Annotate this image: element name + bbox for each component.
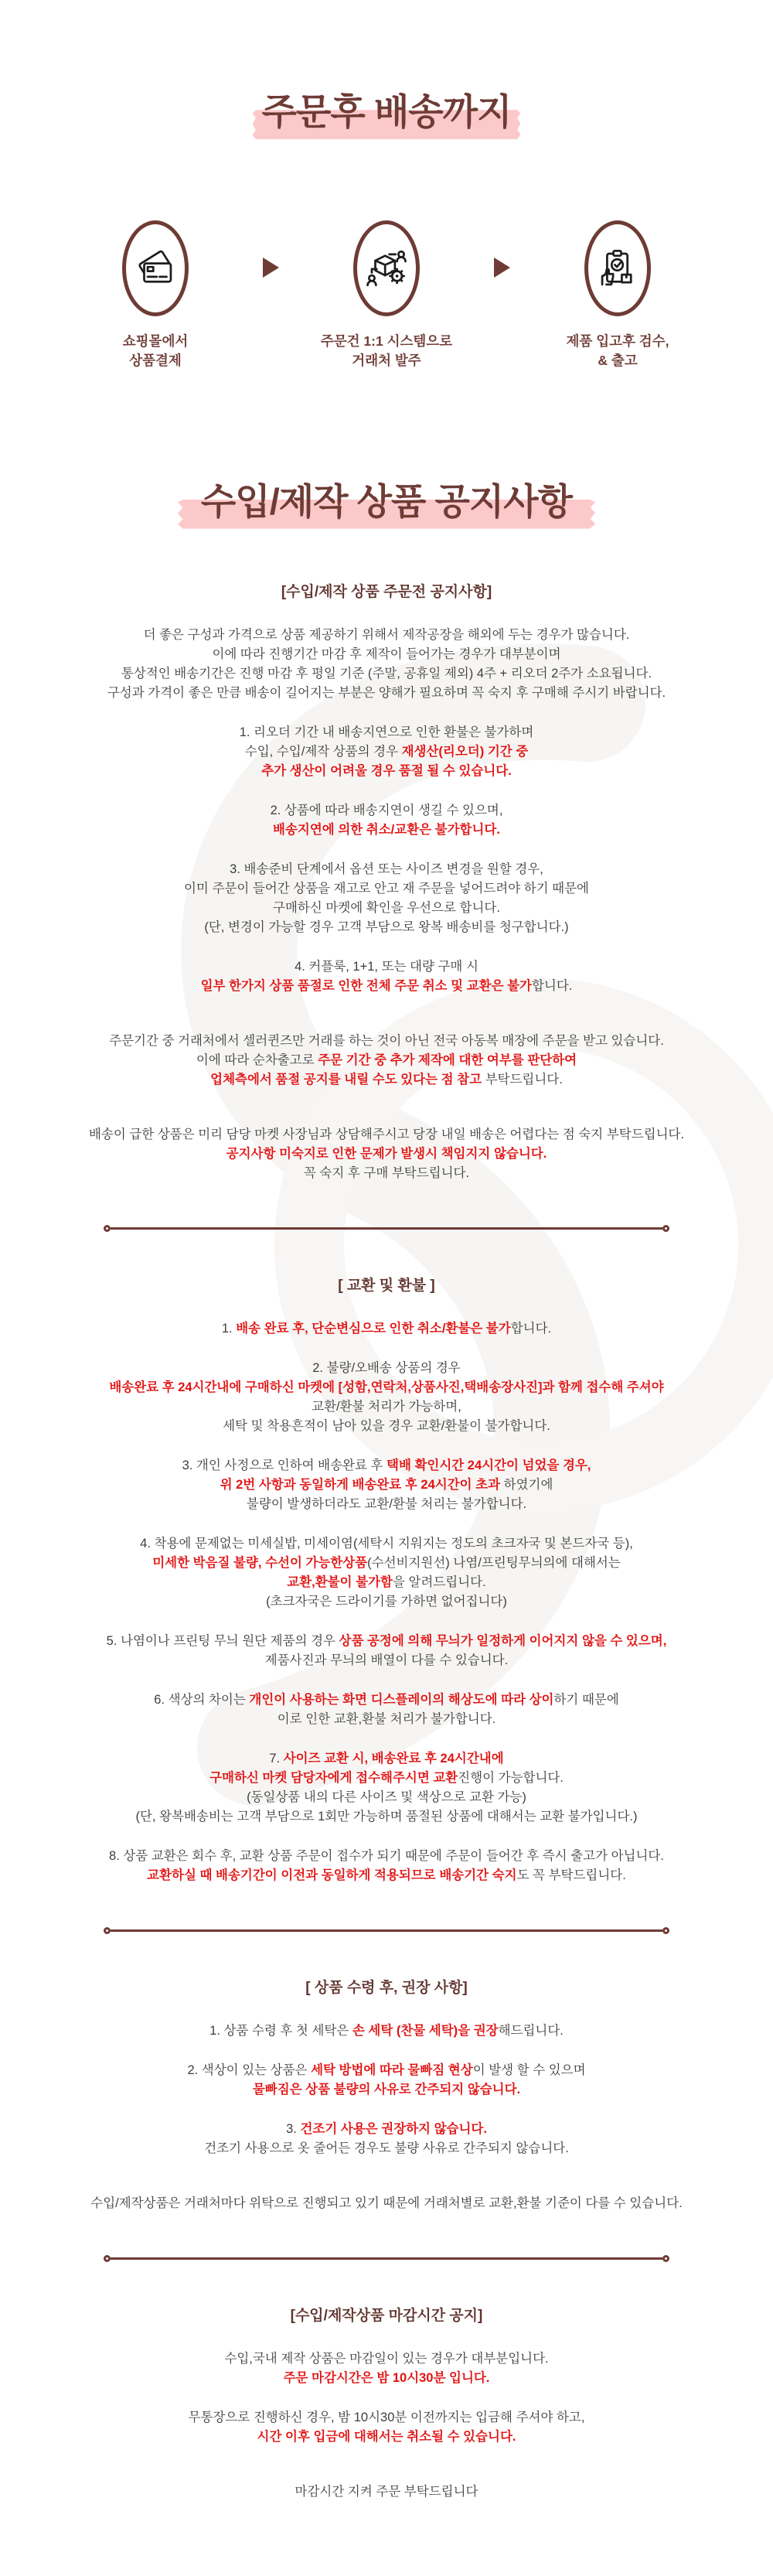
text-segment: 위 2번 사항과 동일하게 배송완료 후 24시간이 초과 — [220, 1478, 501, 1493]
section-heading: [ 상품 수령 후, 권장 사항] — [305, 1980, 468, 1997]
text-line — [0, 879, 773, 899]
paragraph — [0, 723, 773, 781]
text-segment: 2. 색상이 있는 상품은 — [187, 2063, 312, 2078]
divider-end-ring — [662, 2255, 669, 2262]
text-line — [0, 2022, 773, 2041]
text-line — [0, 2061, 773, 2080]
text-segment: 3. — [286, 2122, 301, 2137]
paragraph — [0, 1359, 773, 1436]
text-segment: 무통장으로 진행하신 경우, 밤 10시30분 이전까지는 입금해 주셔야 하고, — [188, 2411, 585, 2425]
notice-title-text: 수입/제작 상품 공지사항 — [200, 480, 573, 522]
text-line — [0, 1417, 773, 1436]
text-segment: 건조기 사용은 권장하지 않습니다. — [300, 2122, 487, 2137]
text-segment: (수선비지원선) 나염/프린팅무늬의에 대해서는 — [367, 1556, 621, 1571]
paragraph — [0, 1032, 773, 1090]
text-segment: 교환,환불이 불가함 — [287, 1575, 393, 1590]
text-line — [0, 1397, 773, 1417]
text-segment: 불량이 발생하더라도 교환/환불 처리는 불가합니다. — [246, 1497, 527, 1512]
divider-end-ring — [104, 2255, 111, 2262]
paragraph — [0, 2482, 773, 2502]
text-line — [0, 1788, 773, 1807]
inspection-shipping-icon — [595, 246, 640, 291]
text-segment: 해드립니다. — [498, 2024, 564, 2039]
text-segment: 을 알려드립니다. — [392, 1575, 486, 1590]
paragraph — [0, 957, 773, 996]
text-line — [0, 626, 773, 645]
text-line — [0, 1359, 773, 1378]
text-line — [0, 1632, 773, 1651]
text-segment: 이에 따라 진행기간 마감 후 제작이 들어가는 경우가 대부분이며 — [212, 647, 561, 662]
paragraph — [0, 1847, 773, 1885]
text-line — [0, 1051, 773, 1070]
page-title-text: 주문후 배송까지 — [261, 91, 512, 133]
text-line — [0, 1125, 773, 1145]
section-divider — [104, 1927, 669, 1934]
text-segment: 교환하실 때 배송기간이 이전과 동일하게 적용되므로 배송기간 숙지 — [147, 1868, 517, 1883]
text-segment: 8. 상품 교환은 회수 후, 교환 상품 주문이 접수가 되기 때문에 주문이 들어간 후 즉시 출고가 아닙니다. — [109, 1849, 664, 1864]
text-line — [0, 1847, 773, 1866]
notice-title — [201, 482, 572, 522]
paragraph — [0, 801, 773, 840]
text-segment: 주문기간 중 거래처에서 셀러퀸즈만 거래를 하는 것이 아닌 전국 아동복 매장에 주문을 받고 있습니다. — [109, 1034, 664, 1049]
paragraph — [0, 626, 773, 703]
text-line — [0, 2120, 773, 2139]
paragraph — [0, 2022, 773, 2041]
text-segment: 더 좋은 구성과 가격으로 상품 제공하기 위해서 제작공장을 해외에 두는 경우가 많습니다. — [143, 628, 630, 643]
text-segment: 주문 기간 중 추가 제작에 대한 여부를 판단하여 — [318, 1053, 577, 1068]
text-line — [0, 762, 773, 781]
divider-line — [111, 2257, 662, 2260]
divider-line — [111, 1227, 662, 1230]
text-segment: 손 세탁 (찬물 세탁)을 권장 — [352, 2024, 499, 2039]
text-line — [0, 664, 773, 684]
paragraph — [0, 2408, 773, 2447]
step-label-line: & 출고 — [598, 353, 638, 369]
text-segment: 배송 완료 후, 단순변심으로 인한 취소/환불은 불가 — [236, 1322, 511, 1336]
text-segment: 5. 나염이나 프린팅 무늬 원단 제품의 경우 — [106, 1634, 339, 1649]
text-line — [0, 1456, 773, 1476]
text-segment: 교환/환불 처리가 가능하며, — [312, 1400, 461, 1414]
text-segment: 사이즈 교환 시, 배송완료 후 24시간내에 — [283, 1752, 504, 1766]
section-divider — [104, 1225, 669, 1232]
text-line — [0, 1032, 773, 1051]
step-label-line: 제품 입고후 검수, — [566, 333, 669, 349]
paragraph — [0, 1319, 773, 1339]
text-segment: 꼭 숙지 후 구매 부탁드립니다. — [303, 1166, 470, 1181]
text-line — [0, 2139, 773, 2158]
text-line — [0, 1769, 773, 1788]
paragraph — [0, 1632, 773, 1670]
divider-end-ring — [104, 1927, 111, 1934]
text-line — [0, 2369, 773, 2388]
text-line — [0, 1495, 773, 1514]
step-label — [567, 332, 669, 371]
order-system-icon — [364, 246, 409, 291]
section-heading: [수입/제작 상품 주문전 공지사항] — [281, 584, 492, 601]
text-line — [0, 1476, 773, 1495]
text-segment: 통상적인 배송기간은 진행 마감 후 평일 기준 (주말, 공휴일 제외) 4주 + 리오더 2주가 소요됩니다. — [121, 667, 652, 681]
text-segment: 하기 때문에 — [553, 1693, 619, 1708]
text-line — [0, 801, 773, 821]
step-label-line: 상품결제 — [129, 353, 182, 369]
text-segment: 개인이 사용하는 화면 디스플레이의 해상도에 따라 상이 — [249, 1693, 554, 1708]
text-segment: 세탁 방법에 따라 물빠짐 현상 — [311, 2063, 473, 2078]
section-heading: [ 교환 및 환불 ] — [338, 1278, 435, 1295]
page-title — [262, 92, 512, 132]
text-segment: 2. 상품에 따라 배송지연이 생길 수 있으며, — [270, 804, 503, 818]
text-segment: 공지사항 미숙지로 인한 문제가 발생시 책임지지 않습니다. — [226, 1147, 547, 1162]
process-steps — [0, 220, 773, 371]
text-line — [0, 1534, 773, 1554]
paragraph — [0, 1456, 773, 1514]
divider-end-ring — [662, 1927, 669, 1934]
paragraph — [0, 1691, 773, 1729]
text-segment: 1. — [221, 1322, 237, 1336]
credit-card-icon — [133, 246, 178, 291]
text-segment: 물빠짐은 상품 불량의 사유로 간주되지 않습니다. — [252, 2083, 521, 2097]
text-segment: 3. 개인 사정으로 인하여 배송완료 후 — [182, 1459, 386, 1473]
text-segment: 미세한 박음질 불량, 수선이 가능한상품 — [152, 1556, 368, 1571]
paragraph — [0, 1749, 773, 1827]
text-segment: 이 발생 할 수 있으며 — [472, 2063, 586, 2078]
text-line — [0, 1319, 773, 1339]
paragraph — [0, 860, 773, 937]
text-segment: 수입,국내 제작 상품은 마감일이 있는 경우가 대부분입니다. — [224, 2352, 549, 2366]
notice-title-wrap — [0, 457, 773, 546]
divider-line — [111, 1929, 662, 1932]
text-segment: 추가 생산이 어려울 경우 품절 될 수 있습니다. — [261, 764, 512, 779]
text-line — [0, 899, 773, 918]
text-line — [0, 1592, 773, 1612]
text-segment: 7. — [269, 1752, 284, 1766]
text-line — [0, 2194, 773, 2213]
step-label — [321, 332, 452, 371]
arrow-right-icon — [263, 258, 279, 278]
step-circle — [353, 220, 420, 316]
text-line — [0, 1070, 773, 1090]
text-line — [0, 977, 773, 996]
paragraph — [0, 2194, 773, 2213]
text-segment: 건조기 사용으로 옷 줄어든 경우도 불량 사유로 간주되지 않습니다. — [204, 2141, 569, 2156]
paragraph — [0, 2061, 773, 2100]
section-heading: [수입/제작상품 마감시간 공지] — [290, 2308, 483, 2325]
text-segment: 6. 색상의 차이는 — [154, 1693, 250, 1708]
text-line — [0, 1378, 773, 1397]
text-segment: 합니다. — [510, 1322, 552, 1336]
text-segment: 상품 공정에 의해 무늬가 일정하게 이어지지 않을 수 있으며, — [339, 1634, 667, 1649]
text-segment: 진행이 가능합니다. — [458, 1771, 564, 1786]
process-step-order-system — [302, 220, 471, 371]
step-circle — [584, 220, 651, 316]
text-line — [0, 860, 773, 879]
text-segment: 이미 주문이 들어간 상품을 재고로 안고 재 주문을 넣어드려야 하기 때문에 — [183, 882, 589, 896]
text-segment: 도 꼭 부탁드립니다. — [516, 1868, 626, 1883]
text-segment: 1. 리오더 기간 내 배송지연으로 인한 환불은 불가하며 — [239, 725, 534, 740]
text-line — [0, 1573, 773, 1592]
text-line — [0, 2482, 773, 2502]
text-line — [0, 957, 773, 977]
text-segment: 2. 불량/오배송 상품의 경우 — [312, 1361, 461, 1376]
notice-body — [0, 580, 773, 2576]
divider-end-ring — [662, 1225, 669, 1232]
process-step-payment — [71, 220, 240, 371]
text-line — [0, 1554, 773, 1573]
step-label — [123, 332, 189, 371]
text-line — [0, 742, 773, 762]
text-segment: 이로 인한 교환,환불 처리가 불가합니다. — [277, 1712, 496, 1727]
text-line — [0, 1749, 773, 1769]
text-line — [0, 1691, 773, 1710]
text-line — [0, 1651, 773, 1670]
text-segment: (동일상품 내의 다른 사이즈 및 색상으로 교환 가능) — [247, 1790, 526, 1805]
text-segment: 제품사진과 무늬의 배열이 다를 수 있습니다. — [264, 1653, 509, 1668]
text-line — [0, 1866, 773, 1885]
text-segment: 부탁드립니다. — [482, 1073, 563, 1087]
text-line — [0, 2080, 773, 2100]
text-segment: 배송지연에 의한 취소/교환은 불가합니다. — [273, 823, 500, 838]
text-segment: 재생산(리오더) 기간 중 — [401, 745, 529, 759]
text-segment: 4. 커플룩, 1+1, 또는 대량 구매 시 — [295, 960, 478, 974]
text-segment: 일부 한가지 상품 품절로 인한 전체 주문 취소 및 교환은 불가 — [200, 979, 532, 994]
step-label-line: 주문건 1:1 시스템으로 — [320, 333, 453, 349]
text-segment: 수입, 수입/제작 상품의 경우 — [244, 745, 402, 759]
text-line — [0, 918, 773, 937]
text-segment: 구성과 가격이 좋은 만큼 배송이 길어지는 부분은 양해가 필요하며 꼭 숙지 후 구매해 주시기 바랍니다. — [107, 686, 666, 701]
text-line — [0, 2408, 773, 2428]
divider-end-ring — [104, 1225, 111, 1232]
text-segment: (단, 왕복배송비는 고객 부담으로 1회만 가능하며 품절된 상품에 대해서는 교환 불가입니다.) — [135, 1810, 638, 1824]
section-divider — [104, 2255, 669, 2262]
text-line — [0, 1145, 773, 1164]
text-line — [0, 2428, 773, 2447]
arrow-right-icon — [494, 258, 510, 278]
text-segment: 배송완료 후 24시간내에 구매하신 마켓에 [성함,연락처,상품사진,택배송장사진]과 함께 접수해 주셔야 — [109, 1380, 664, 1395]
text-segment: 세탁 및 착용흔적이 남아 있을 경우 교환/환불이 불가합니다. — [223, 1419, 550, 1434]
process-step-inspection — [533, 220, 702, 371]
text-segment: 마감시간 지켜 주문 부탁드립니다 — [295, 2485, 478, 2499]
paragraph — [0, 1534, 773, 1612]
step-label-line: 쇼핑몰에서 — [122, 333, 189, 349]
text-segment: 합니다. — [531, 979, 573, 994]
text-segment: 구매하신 마켓에 확인을 우선으로 합니다. — [273, 901, 500, 916]
text-segment: 4. 착용에 문제없는 미세실밥, 미세이염(세탁시 지워지는 정도의 초크자국 및 본드자국 등), — [140, 1537, 633, 1551]
text-line — [0, 645, 773, 664]
text-segment: 배송이 급한 상품은 미리 담당 마켓 사장님과 상담해주시고 당장 내일 배송은 어렵다는 점 숙지 부탁드립니다. — [88, 1128, 685, 1142]
text-line — [0, 1164, 773, 1183]
paragraph — [0, 2349, 773, 2388]
paragraph — [0, 2120, 773, 2158]
paragraph — [0, 1125, 773, 1183]
text-segment: 구매하신 마켓 담당자에게 접수해주시면 교환 — [209, 1771, 458, 1786]
text-line — [0, 1807, 773, 1827]
text-segment: 시간 이후 입금에 대해서는 취소될 수 있습니다. — [257, 2430, 516, 2445]
text-segment: 3. 배송준비 단계에서 옵션 또는 사이즈 변경을 원할 경우, — [230, 862, 543, 877]
text-line — [0, 821, 773, 840]
text-line — [0, 1710, 773, 1729]
text-segment: 택배 확인시간 24시간이 넘었을 경우, — [386, 1459, 591, 1473]
step-circle — [122, 220, 189, 316]
text-line — [0, 723, 773, 742]
step-label-line: 거래처 발주 — [352, 353, 421, 369]
text-segment: (초크자국은 드라이기를 가하면 없어집니다) — [266, 1595, 507, 1609]
text-segment: 수입/제작상품은 거래처마다 위탁으로 진행되고 있기 때문에 거래처별로 교환,환불 기준이 다를 수 있습니다. — [90, 2196, 683, 2211]
text-segment: 주문 마감시간은 밤 10시30분 입니다. — [283, 2371, 490, 2386]
text-line — [0, 2349, 773, 2369]
text-segment: 1. 상품 수령 후 첫 세탁은 — [209, 2024, 352, 2039]
text-segment: 하였기에 — [500, 1478, 553, 1493]
text-line — [0, 684, 773, 703]
text-segment: 업체측에서 품절 공지를 내릴 수도 있다는 점 참고 — [210, 1073, 482, 1087]
text-segment: 이에 따라 순차출고로 — [196, 1053, 318, 1068]
text-segment: (단, 변경이 가능할 경우 고객 부담으로 왕복 배송비를 청구합니다.) — [204, 920, 569, 935]
